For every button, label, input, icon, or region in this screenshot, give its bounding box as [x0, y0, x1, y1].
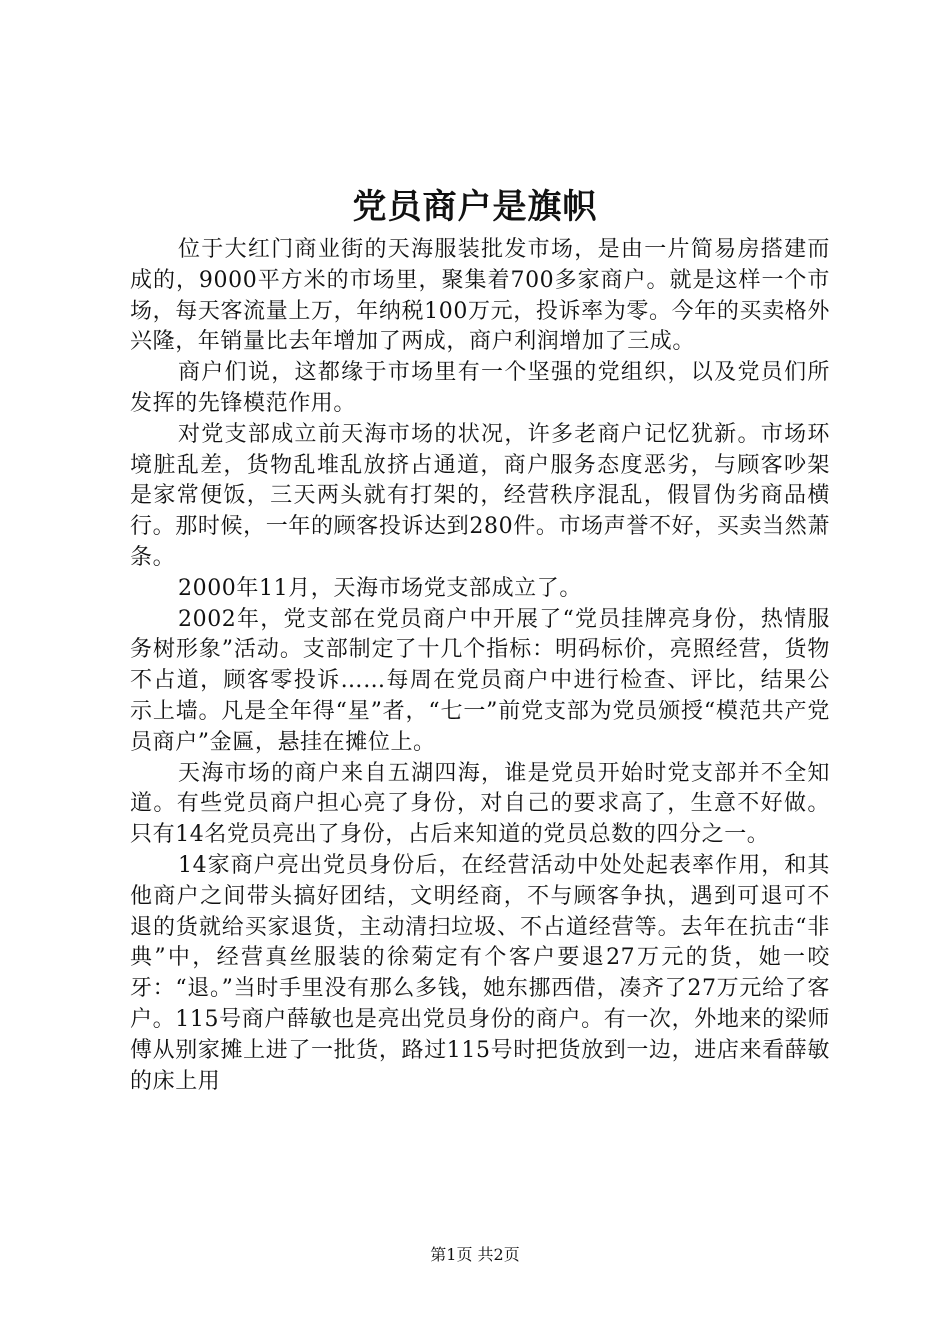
paragraph: 位于大红门商业街的天海服装批发市场，是由一片简易房搭建而成的，9000平方米的市场里，聚集着700多家商户。就是这样一个市场，每天客流量上万，年纳税100万元，投诉率为零。今年的买卖格外兴隆，年销量比去年增加了两成，商户利润增加了三成。	[130, 237, 830, 355]
paragraph: 14家商户亮出党员身份后，在经营活动中处处起表率作用，和其他商户之间带头搞好团结，文明经商，不与顾客争执，遇到可退可不退的货就给买家退货，主动清扫垃圾、不占道经营等。去年在抗击“非典”中，经营真丝服装的徐菊定有个客户要退27万元的货，她一咬牙：“退。”当时手里没有那么多钱，她东挪西借，凑齐了27万元给了客户。115号商户薛敏也是亮出党员身份的商户。有一次，外地来的梁师傅从别家摊上进了一批货，路过115号时把货放到一边，进店来看薛敏的床上用	[130, 852, 830, 1094]
document-title: 党员商户是旗帜	[352, 187, 598, 227]
paragraph: 商户们说，这都缘于市场里有一个坚强的党组织，以及党员们所发挥的先锋模范作用。	[130, 360, 830, 416]
page-footer: 第1页 共2页	[430, 1245, 520, 1264]
paragraph: 对党支部成立前天海市场的状况，许多老商户记忆犹新。市场环境脏乱差，货物乱堆乱放挤占通道，商户服务态度恶劣，与顾客吵架是家常便饭，三天两头就有打架的，经营秩序混乱，假冒伪劣商品横行。那时候，一年的顾客投诉达到280件。市场声誉不好，买卖当然萧条。	[130, 421, 830, 570]
paragraph: 2002年，党支部在党员商户中开展了“党员挂牌亮身份，热情服务树形象”活动。支部制定了十几个指标：明码标价，亮照经营，货物不占道，顾客零投诉……每周在党员商户中进行检查、评比，结果公示上墙。凡是全年得“星”者，“七一”前党支部为党员颁授“模范共产党员商户”金匾，悬挂在摊位上。	[130, 606, 830, 755]
paragraph: 2000年11月，天海市场党支部成立了。	[178, 575, 582, 601]
document-body	[130, 235, 830, 1097]
paragraph: 天海市场的商户来自五湖四海，谁是党员开始时党支部并不全知道。有些党员商户担心亮了身份，对自己的要求高了，生意不好做。只有14名党员亮出了身份，占后来知道的党员总数的四分之一。	[130, 760, 830, 848]
